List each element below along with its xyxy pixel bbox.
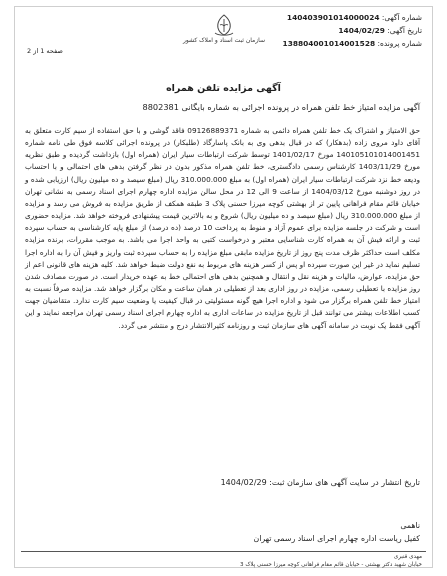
ad-date: 1404/02/29: [338, 26, 385, 35]
signature-block: [27, 519, 420, 545]
footer: [25, 553, 422, 569]
page-title: آگهی مزایده تلفن همراه: [166, 83, 281, 94]
ad-date-row: [272, 24, 422, 37]
page-number: صفحه 1 از 2: [27, 47, 63, 55]
ad-number-row: [272, 11, 422, 24]
ad-date-label: تاریخ آگهی:: [387, 26, 422, 35]
publication-date-value: 1404/02/29: [220, 478, 267, 487]
case-number-label: شماره پرونده:: [377, 39, 422, 48]
footer-line-1: مهدی قنبری: [393, 554, 422, 560]
publication-date-label: تاریخ انتشار در سایت آگهی های سازمان ثبت:: [269, 478, 420, 487]
signer-title: کفیل ریاست اداره چهارم اجرای اسناد رسمی تهران: [253, 534, 420, 543]
page-subtitle: آگهی مزایده امتیاز خط تلفن همراه در پرونده اجرائی به شماره بایگانی 8802381: [142, 102, 420, 112]
organization-emblem: [181, 13, 267, 53]
notice-body: حق الامتیاز و اشتراک یک خط تلفن همراه دائمی به شماره 09126889371 فاقد گوشی و با حق استفاده از سیم کارت متعلق به آقای داود مروی زاده (بدهکار) که در قبال بدهی وی به بانک پاسارگاد (طلبکار) در پرونده اجرائی کلاسه فوق طی نامه شماره 140105101014001451 مورخ 1401/02/17 توسط شرکت ارتباطات سیار ایران (همراه اول) بازداشت گردیده و طبق نظریه مورخ 1403/11/29 کارشناس رسمی دادگستری، خط تلفن همراه مذکور بدون در نظر گرفتن بدهی های احتمالی و با احتساب ودیعه خط نزد شرکت ارتباطات سیار ایران (همراه اول) به مبلغ 310.000.000 ریال (مبلغ سیصد و ده میلیون ریال) ارزیابی شده و در روز دوشنبه مورخ 1404/03/12 از ساعت 9 الی 12 در محل سالن مزایده اداره چهارم اجرای اسناد رسمی به نشانی تهران خیابان قائم مقام فراهانی پایین تر از بهشتی کوچه میرزا حسنی پلاک 3 طبقه همکف از طریق مزایده به فروش می رسد و مزایده از مبلغ 310.000.000 ریال (مبلغ سیصد و ده میلیون ریال) شروع و به بالاترین قیمت پیشنهادی فروخته خواهد شد. مزایده حضوری است و شرکت در جلسه مزایده برای عموم آزاد و منوط به پرداخت 10 درصد (ده درصد) از مبلغ پایه کارشناسی به حساب سپرده ثبت و ارائه فیش آن به همراه کارت شناسایی معتبر و درخواست کتبی به واحد اجرا می باشد. به موجب مقررات، برنده مزایده مکلف است حداکثر ظرف مدت پنج روز از تاریخ مزایده مابقی مبلغ مزایده را به حساب سپرده ثبت واریز و فیش آن را به اداره اجرا تسلیم نماید در غیر این صورت سپرده او پس از کسر هزینه های مربوط به نفع دولت ضبط خواهد شد. کلیه هزینه های قانونی اعم از حق مزایده، عوارض، مالیات و هزینه نقل و انتقال و همچنین بدهی های احتمالی خط به عهده خریدار است. در صورت مصادف شدن روز مزایده با تعطیلی رسمی، مزایده در روز اداری بعد از تعطیلی در همان ساعت و مکان برگزار خواهد شد. مزایده صرفاً نسبت به امتیاز خط تلفن همراه برگزار می شود و اداره اجرا هیچ گونه مسئولیتی در قبال کیفیت یا وضعیت سیم کارت ندارد. متقاضیان جهت کسب اطلاعات بیشتر می توانند قبل از تاریخ مزایده در ساعات اداری به اداره چهارم اجرای اسناد رسمی تهران مراجعه نمایند و این آگهی فقط یک نوبت در سامانه آگهی های سازمان ثبت و روزنامه کثیرالانتشار درج و منتشر می گردد.: [25, 126, 421, 330]
signer-name: ناهمی: [400, 521, 420, 530]
emblem-icon: [209, 13, 239, 37]
ad-number-label: شماره آگهی:: [381, 13, 422, 22]
case-number: 138804001014001528: [282, 39, 376, 48]
footer-divider: [21, 551, 426, 552]
publication-date: [27, 478, 420, 487]
document-page: [14, 6, 433, 568]
footer-address: خیابان شهید دکتر بهشتی - خیابان قائم مقام فراهانی کوچه میرزا حسنی پلاک 3: [239, 562, 422, 568]
emblem-text: سازمان ثبت اسناد و املاک کشور: [182, 37, 266, 44]
ad-number: 140403901014000024: [286, 13, 380, 22]
case-number-row: [272, 37, 422, 50]
ad-metadata: [272, 11, 422, 50]
